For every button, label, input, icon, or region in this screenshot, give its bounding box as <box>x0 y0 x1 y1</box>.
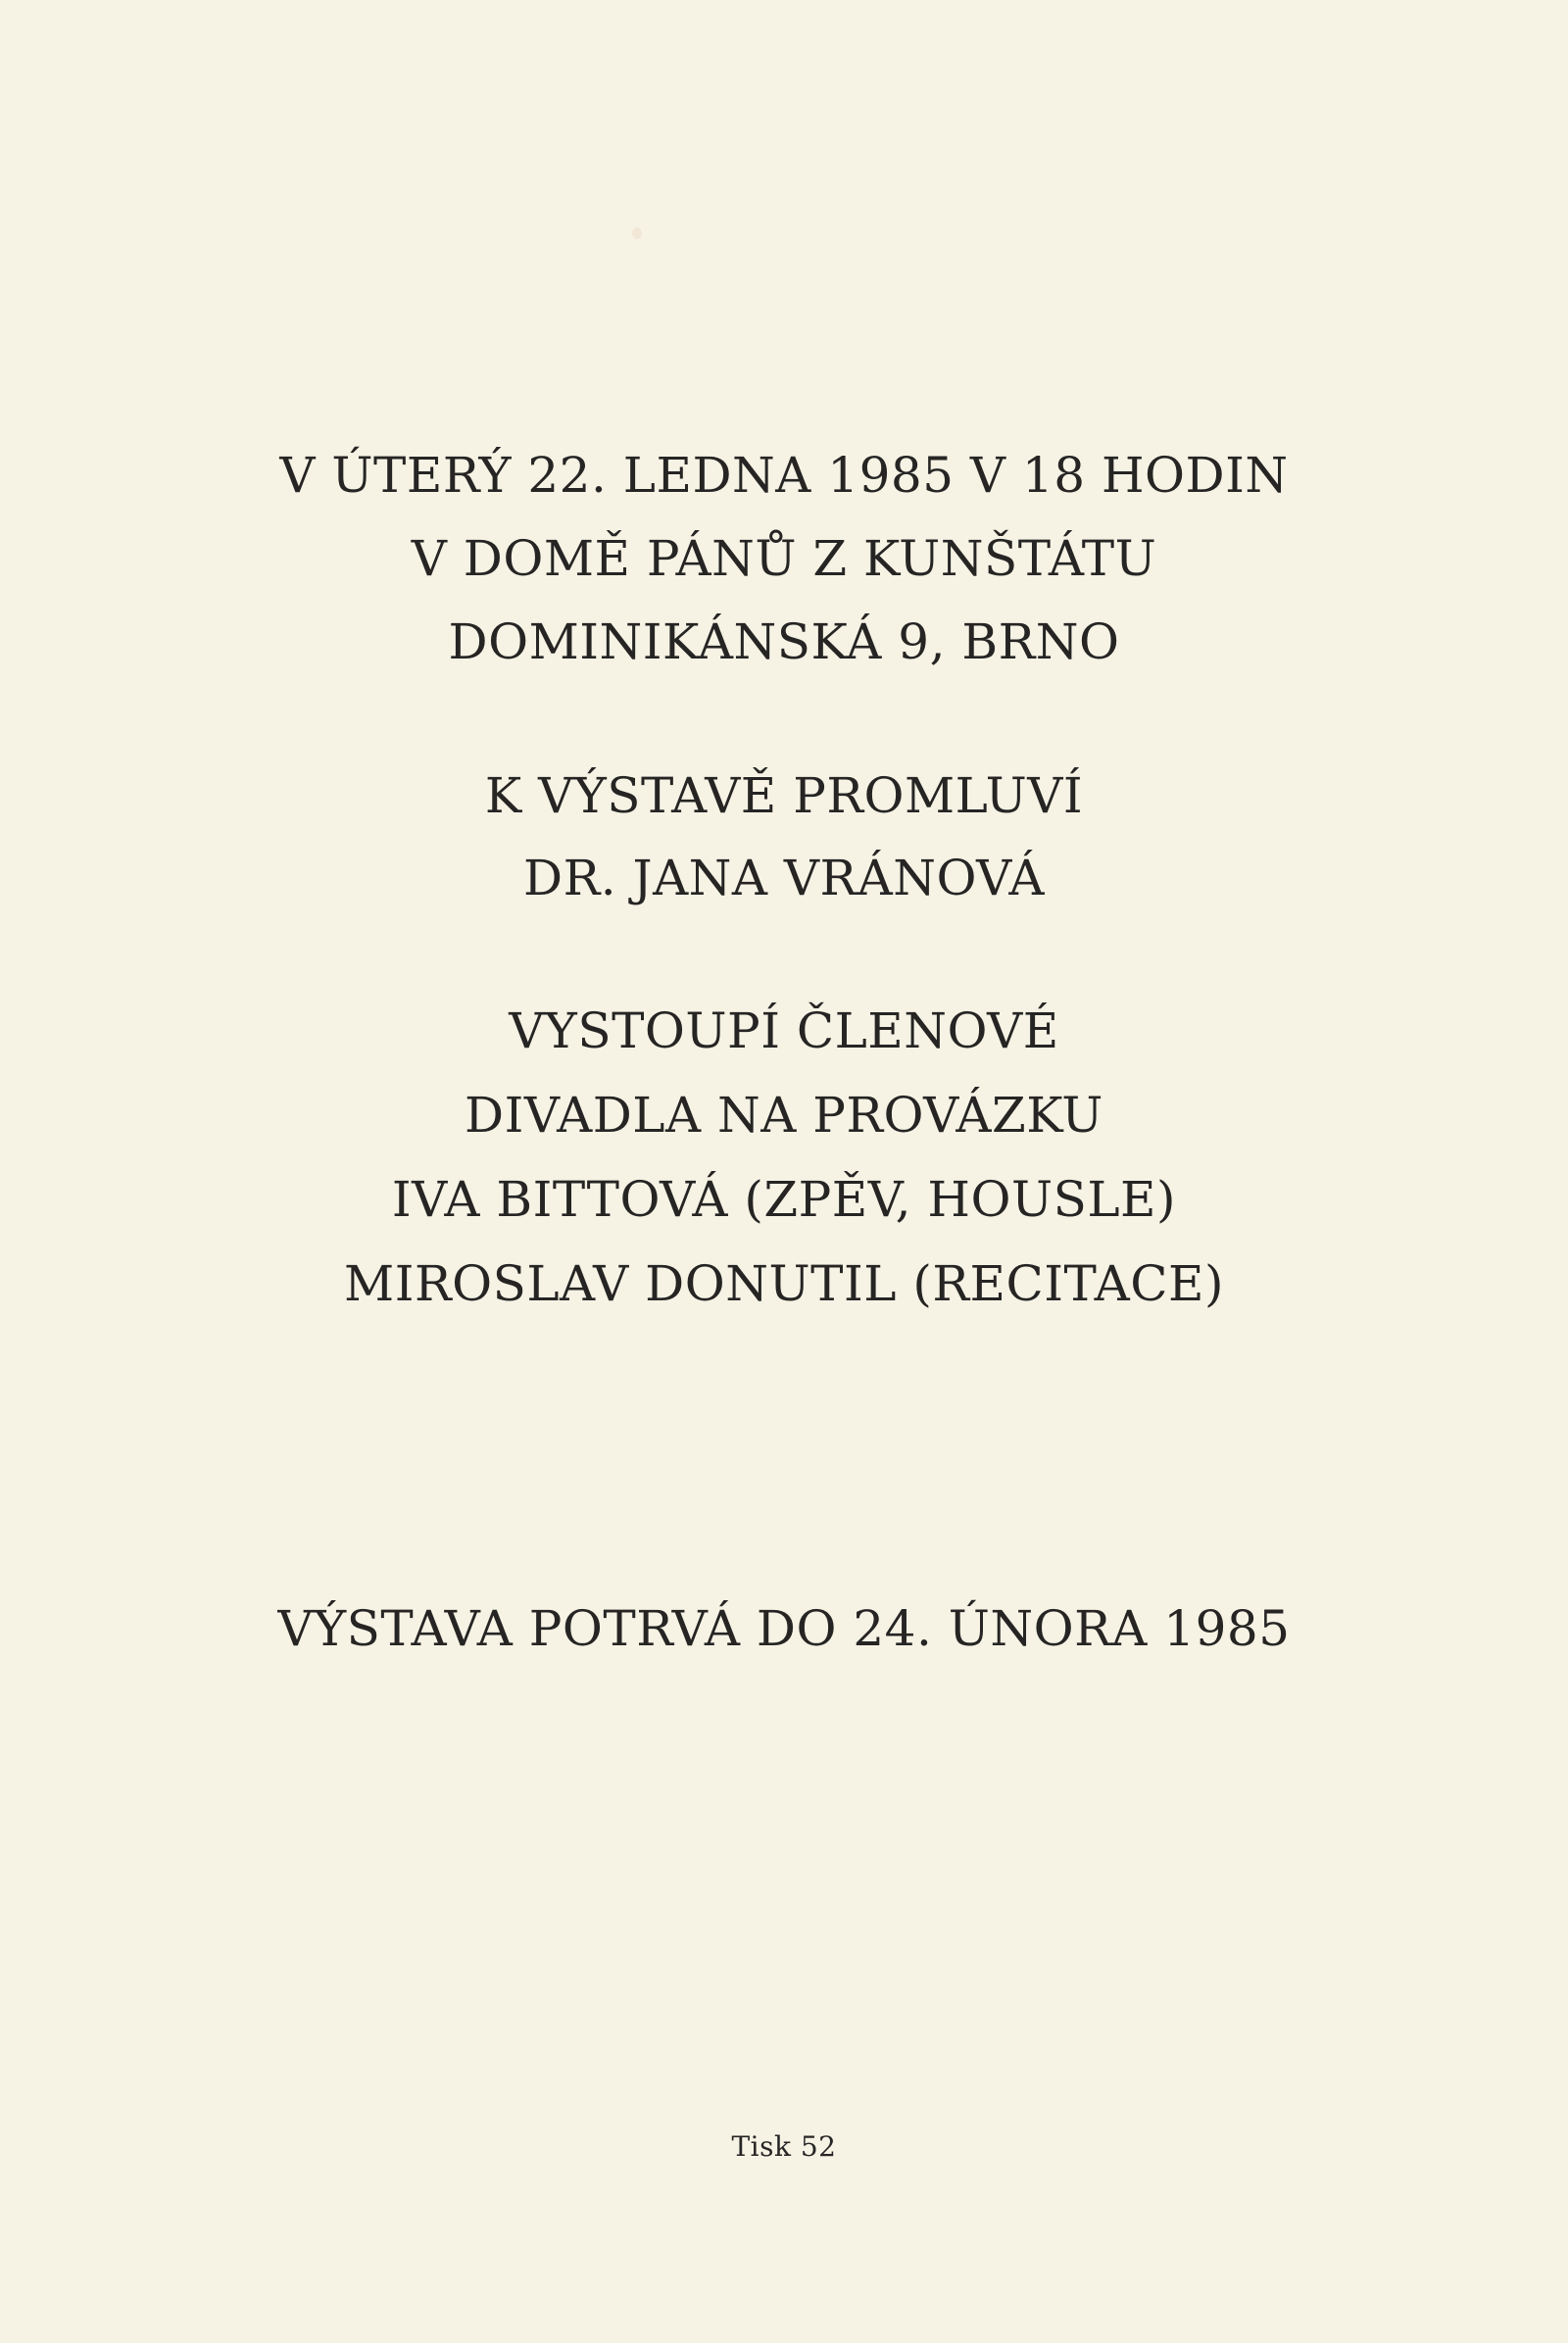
event-venue-line: V DOMĚ PÁNŮ Z KUNŠTÁTU <box>411 530 1157 587</box>
theatre-group-line: DIVADLA NA PROVÁZKU <box>465 1087 1103 1144</box>
speaker-name-line: DR. JANA VRÁNOVÁ <box>523 850 1045 906</box>
performer-1-line: IVA BITTOVÁ (ZPĚV, HOUSLE) <box>391 1171 1177 1228</box>
exhibition-duration-line: VÝSTAVA POTRVÁ DO 24. ÚNORA 1985 <box>277 1600 1291 1657</box>
performers-intro-line: VYSTOUPÍ ČLENOVÉ <box>509 1002 1059 1059</box>
paper-speck <box>632 227 642 239</box>
speech-intro-line: K VÝSTAVĚ PROMLUVÍ <box>484 767 1084 824</box>
event-address-line: DOMINIKÁNSKÁ 9, BRNO <box>448 613 1120 670</box>
event-date-line: V ÚTERÝ 22. LEDNA 1985 V 18 HODIN <box>279 447 1289 504</box>
performer-2-line: MIROSLAV DONUTIL (RECITACE) <box>344 1255 1224 1312</box>
print-note: Tisk 52 <box>731 2130 837 2163</box>
